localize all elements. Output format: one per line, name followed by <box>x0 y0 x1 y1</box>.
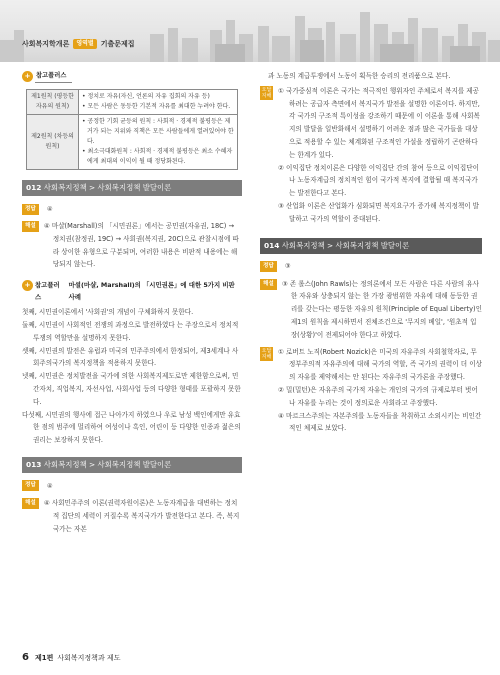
explanation-text: ④ 마샬(Marshall)의 「시민권론」에서는 공민권(자유권, 18C) → 정치권(참정권, 19C) → 사회권(복지권, 20C)으로 관찰시점에 따라 상이한 유형으로 구분되며, 여러한 내용은 비판적 내용에는 해당되지 않는다. <box>43 222 239 269</box>
note-box-label: + 참고플러스 <box>22 70 242 83</box>
list-item: ③ 산업화 이론은 산업화가 심화되면 복지요구가 증가해 복지정책이 발달하고 국가의 역할이 증대된다. <box>278 201 480 223</box>
list-item: 다섯째, 시민권의 행사에 접근 나아가지 하였으나 우로 남성 백인에게만 유효한 점의 범주에 멀리하여 여성이나 흑인, 어린이 등 다양한 인종과 젊은의 권리는 보장하지 못한다. <box>22 410 241 445</box>
explanation-text: ③ 존 롤스(John Rawls)는 정의론에서 모든 사람은 다른 사람의 유사한 자유와 상충되지 않는 한 가장 광범위한 자유에 대해 동등한 권리를 갖는다는 평등한 자유의 원칙(Principle of Equal Liberty)인 제1의 원칙을 제시하면서 진체조건으로 '무지의 베일', '원초적 입장(상황)'이 전제되어야 한다고 하였다. <box>281 279 482 339</box>
plus-icon: + <box>22 71 33 82</box>
marshall-critique-list <box>22 306 242 447</box>
list-item: 셋째, 시민권의 발전은 유럽과 미국의 민주주의에서 한정되어, 제3세계나 사회주의국가의 복지정책을 적용하지 못한다. <box>22 346 239 368</box>
city-skyline-graphic <box>0 0 500 62</box>
list-item: 둘째, 시민권이 사회적인 전쟁의 과정으로 발전하였다 는 주장으로서 정치적 투쟁의 역할만을 설명하지 못한다. <box>22 320 239 342</box>
explanation-tag: 해설 <box>22 498 39 509</box>
explanation-row <box>260 278 482 342</box>
list-item: • 공정한 기회 균등의 원칙 : 사회적 · 경제적 불평등은 제거가 되는 지위와 직책은 모든 사람들에게 열려있어야 한다. <box>82 118 234 145</box>
answer-tag: 정답 <box>260 261 277 272</box>
list-item: ④ 마르크스주의는 자본주의를 노동자들을 착취하고 소외시키는 비인간적인 체제로 보았다. <box>278 411 482 433</box>
table-row <box>27 90 238 115</box>
answer-row <box>260 260 482 274</box>
header-title-bar <box>22 37 135 51</box>
principle-name: 제1원칙 (평등한 자유의 원칙) <box>27 90 79 115</box>
answer-value: ④ <box>46 481 53 490</box>
principle-name: 제2원칙 (차등의 원칙) <box>27 115 79 170</box>
explanation-tag: 해설 <box>260 279 277 290</box>
page-number: 6 <box>22 652 29 663</box>
principle-desc <box>79 115 238 170</box>
list-item: • 최소극대화원칙 : 사회적 · 경제적 불평등은 최소 수혜자에게 최대의 이익이 될 때 정당화된다. <box>82 148 233 165</box>
explanation-row <box>22 497 242 535</box>
principles-table <box>26 89 238 170</box>
list-item: 넷째, 시민권은 정치발전을 국가에 의한 사회복지제도로만 제한함으로써, 민간자치, 직업복지, 자선사업, 사회사업 등의 다양한 형태를 포괄하지 못한다. <box>22 372 241 406</box>
list-item: ② 이익집단 정치이론은 다양한 이익집단 간의 참여 등으로 이익집단이나 노동자계급의 정치적인 힘이 국가적 복지에 결합될 때 복지국가는 발전한다고 본다. <box>278 163 480 198</box>
answer-tag: 정답 <box>22 480 39 491</box>
marshall-note-title: + 참고플러스 마셜(마샬, Marshall)의 「시민권론」에 대한 5가지 비판 사례 <box>22 279 242 303</box>
continued-text: 과 노동의 계급투쟁에서 노동이 획득한 승리의 전리품으로 본다. <box>268 72 451 80</box>
table-row <box>27 115 238 170</box>
right-column <box>260 70 482 435</box>
series-title: 기출문제집 <box>100 39 135 48</box>
wrong-answer-notes <box>260 346 482 436</box>
plus-icon: + <box>22 280 33 291</box>
explanation-tag: 해설 <box>22 221 39 232</box>
list-item: ② 밀(밀턴)은 자유주의 국가적 자유는 개인의 국가의 규제로부터 벗어나 자유를 누리는 것이 정의로운 사회라고 주장했다. <box>278 385 478 407</box>
answer-row <box>22 479 242 493</box>
section-header-012: 012 사회복지정책 > 사회복지정책 발달이론 <box>22 180 242 196</box>
footer-chapter: 사회복지정책과 제도 <box>57 654 121 662</box>
left-column <box>22 70 242 535</box>
footer-part: 제1편 <box>34 654 54 662</box>
list-item: • 정치로 자유(자신, 언론의 자유 집회의 자유 등) <box>82 93 210 100</box>
answer-tag: 정답 <box>22 204 39 215</box>
explanation-row <box>22 220 242 271</box>
list-item: • 모든 사람은 동등한 기본적 자유를 최대한 누려야 한다. <box>82 103 231 110</box>
answer-value: ③ <box>284 262 291 271</box>
list-item: ① 국가중심적 이론은 국가는 적극적인 행위자인 주체로서 복지를 제공하려는 공급자 측면에서 복지국가 발전을 설명한 이론이다. 하지만, 각 국가의 구조적 특이성을 강조하기 때문에 이 이론을 통해 사회복지의 발달을 일반화해서 설명하기 어려운 점과 많은 국가들을 대상으로 적용할 수 있는 체계화된 구조적인 가설을 정립하기 곤란하다는 한계가 있다. <box>278 86 480 159</box>
explanation-text: ④ 사회민주주의 이론(권력자원이론)은 노동자계급을 대변하는 정치적 집단의 세력이 커질수록 복지국가가 발전한다고 본다. 즉, 복지국가는 자본 <box>43 498 240 533</box>
section-header-013: 013 사회복지정책 > 사회복지정책 발달이론 <box>22 457 242 473</box>
section-header-014: 014 사회복지정책 > 사회복지정책 발달이론 <box>260 238 482 254</box>
page-header <box>0 0 500 62</box>
page-footer <box>22 652 120 665</box>
book-title: 사회복지학개론 <box>22 39 70 48</box>
answer-value: ④ <box>46 204 53 213</box>
answer-row <box>22 202 242 216</box>
list-item: ① 로버트 노직(Robert Nozick)은 미국의 자유주의 사회철학자로, 무정부주의적 자유주의에 대해 국가의 역할, 즉 국가의 권력이 더 이상의 자유를 제약해서는 안 된다는 자유주의 국가론을 주장했다. <box>278 347 482 382</box>
part-badge: 영역별 <box>73 39 96 49</box>
principle-desc <box>79 90 238 115</box>
list-item: 첫째, 시민권이론에서 '사회권'의 개념이 구체화하지 못한다. <box>22 308 194 317</box>
wrong-answer-tag: 오답지해 <box>261 347 272 360</box>
wrong-answer-tag: 오답지해 <box>261 86 272 99</box>
wrong-answer-notes <box>260 85 482 226</box>
